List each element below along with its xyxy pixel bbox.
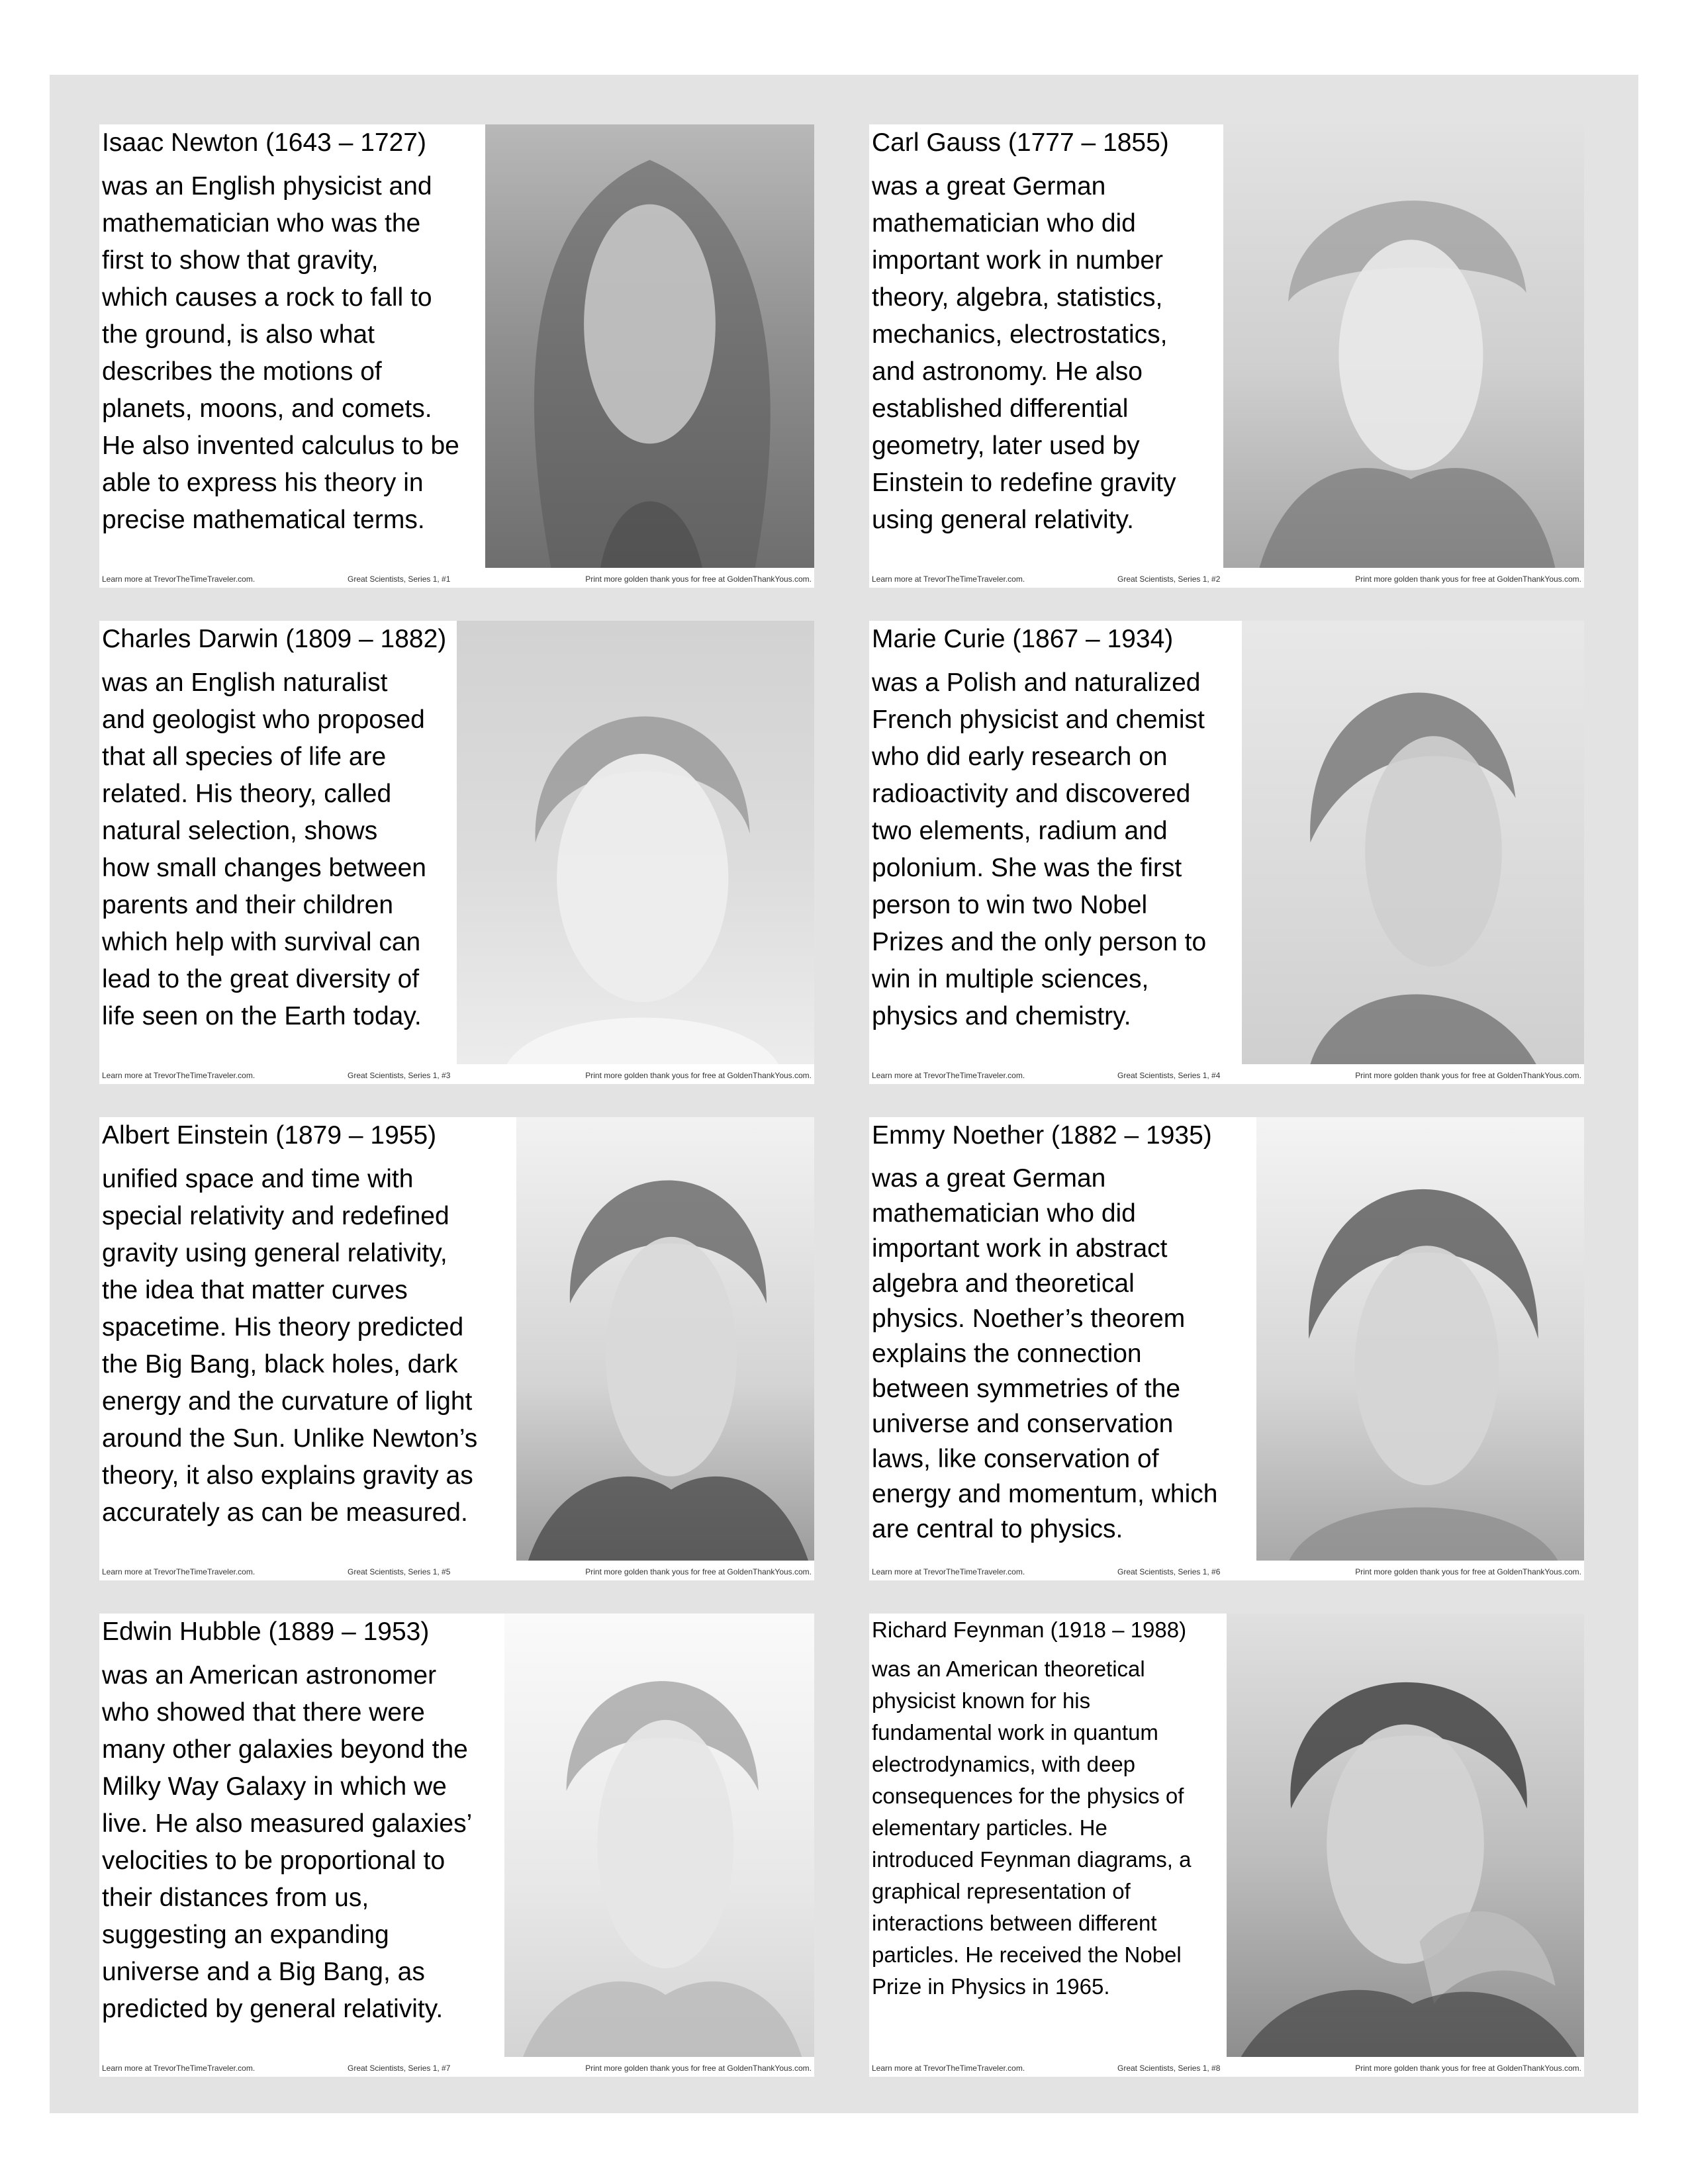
description-line: natural selection, shows [102,817,378,845]
description-line: energy and momentum, which [872,1480,1218,1508]
description-line: Prize in Physics in 1965. [872,1974,1110,1999]
description-line: person to win two Nobel [872,891,1148,919]
description-line: energy and the curvature of light [102,1387,473,1416]
description-line: related. His theory, called [102,780,392,808]
description-line: mathematician who did [872,209,1136,238]
card-description [872,1653,1191,2003]
description-line: two elements, radium and [872,817,1168,845]
portrait-hubble-icon [504,1614,814,2057]
footer-learn-more: Learn more at TrevorTheTimeTraveler.com. [102,1567,256,1576]
description-line: precise mathematical terms. [102,506,425,534]
description-line: graphical representation of [872,1879,1131,1903]
card-footer [869,1067,1584,1084]
footer-series: Great Scientists, Series 1, #2 [1117,574,1221,584]
description-line: special relativity and redefined [102,1202,449,1230]
card-einstein [99,1117,814,1580]
description-line: elementary particles. He [872,1815,1107,1840]
description-line: algebra and theoretical [872,1269,1135,1298]
card-text [102,124,459,539]
footer-series: Great Scientists, Series 1, #5 [348,1567,451,1576]
card-text [872,1117,1217,1547]
description-line: interactions between different [872,1911,1157,1935]
description-line: was a great German [872,172,1106,201]
description-line: laws, like conservation of [872,1445,1159,1473]
card-description [872,664,1206,1035]
portrait-einstein-icon [516,1117,814,1561]
card-darwin [99,621,814,1084]
description-line: physics and chemistry. [872,1002,1131,1030]
description-line: suggesting an expanding [102,1921,389,1949]
portrait-curie-icon [1242,621,1584,1064]
card-noether [869,1117,1584,1580]
description-line: life seen on the Earth today. [102,1002,422,1030]
description-line: particles. He received the Nobel [872,1942,1182,1967]
description-line: velocities to be proportional to [102,1846,445,1875]
portrait-feynman-icon [1227,1614,1584,2057]
card-text [872,124,1176,539]
description-line: electrodynamics, with deep [872,1752,1136,1776]
description-line: gravity using general relativity, [102,1239,447,1267]
footer-print-more: Print more golden thank yous for free at GoldenThankYous.com. [585,2064,812,2073]
footer-series: Great Scientists, Series 1, #1 [348,574,451,584]
portrait-darwin-icon [457,621,814,1064]
description-line: was an American theoretical [872,1657,1145,1681]
description-line: He also invented calculus to be [102,432,459,460]
description-line: unified space and time with [102,1165,414,1193]
description-line: Einstein to redefine gravity [872,469,1176,497]
description-line: using general relativity. [872,506,1134,534]
description-line: fundamental work in quantum [872,1720,1158,1745]
description-line: predicted by general relativity. [102,1995,444,2023]
card-hubble [99,1614,814,2077]
footer-print-more: Print more golden thank yous for free at GoldenThankYous.com. [1355,2064,1581,2073]
description-line: French physicist and chemist [872,705,1205,734]
card-gauss [869,124,1584,588]
portrait-newton-icon [485,124,814,568]
description-line: mechanics, electrostatics, [872,320,1168,349]
footer-print-more: Print more golden thank yous for free at GoldenThankYous.com. [1355,1567,1581,1576]
card-title: Albert Einstein (1879 – 1955) [102,1121,437,1150]
description-line: planets, moons, and comets. [102,394,432,423]
card-title: Carl Gauss (1777 – 1855) [872,128,1169,157]
footer-learn-more: Learn more at TrevorTheTimeTraveler.com. [872,1071,1025,1080]
card-footer [869,2060,1584,2077]
description-line: their distances from us, [102,1884,369,1912]
card-description [102,1657,472,2028]
card-description [102,168,459,539]
card-description [102,1161,477,1531]
description-line: how small changes between [102,854,426,882]
card-text [872,621,1206,1035]
card-footer [869,570,1584,588]
description-line: many other galaxies beyond the [102,1735,468,1764]
footer-print-more: Print more golden thank yous for free at GoldenThankYous.com. [1355,574,1581,584]
description-line: was a Polish and naturalized [872,668,1201,697]
description-line: lead to the great diversity of [102,965,420,993]
description-line: polonium. She was the first [872,854,1182,882]
description-line: established differential [872,394,1129,423]
card-description [872,168,1176,539]
footer-series: Great Scientists, Series 1, #8 [1117,2064,1221,2073]
description-line: first to show that gravity, [102,246,379,275]
description-line: introduced Feynman diagrams, a [872,1847,1192,1872]
description-line: was an English physicist and [102,172,432,201]
description-line: are central to physics. [872,1515,1123,1543]
description-line: around the Sun. Unlike Newton’s [102,1424,478,1453]
description-line: physicist known for his [872,1688,1091,1713]
description-line: and geologist who proposed [102,705,425,734]
footer-learn-more: Learn more at TrevorTheTimeTraveler.com. [872,574,1025,584]
card-feynman [869,1614,1584,2077]
description-line: explains the connection [872,1340,1142,1368]
card-footer [99,1563,814,1580]
footer-learn-more: Learn more at TrevorTheTimeTraveler.com. [102,1071,256,1080]
description-line: live. He also measured galaxies’ [102,1809,473,1838]
portrait-gauss-icon [1223,124,1584,568]
footer-learn-more: Learn more at TrevorTheTimeTraveler.com. [872,1567,1025,1576]
card-title: Isaac Newton (1643 – 1727) [102,128,426,157]
card-footer [99,2060,814,2077]
card-text [102,1117,477,1531]
footer-series: Great Scientists, Series 1, #4 [1117,1071,1221,1080]
description-line: Prizes and the only person to [872,928,1207,956]
description-line: mathematician who was the [102,209,421,238]
card-title: Edwin Hubble (1889 – 1953) [102,1617,430,1646]
description-line: able to express his theory in [102,469,424,497]
description-line: between symmetries of the [872,1375,1181,1403]
footer-learn-more: Learn more at TrevorTheTimeTraveler.com. [872,2064,1025,2073]
card-footer [869,1563,1584,1580]
card-title: Marie Curie (1867 – 1934) [872,625,1174,653]
description-line: universe and conservation [872,1410,1174,1438]
description-line: accurately as can be measured. [102,1498,468,1527]
description-line: and astronomy. He also [872,357,1143,386]
description-line: which causes a rock to fall to [102,283,432,312]
card-text [872,1614,1191,2003]
description-line: who did early research on [872,743,1168,771]
description-line: spacetime. His theory predicted [102,1313,464,1342]
description-line: geometry, later used by [872,432,1140,460]
card-text [102,621,446,1035]
description-line: describes the motions of [102,357,382,386]
footer-series: Great Scientists, Series 1, #7 [348,2064,451,2073]
footer-print-more: Print more golden thank yous for free at GoldenThankYous.com. [585,574,812,584]
description-line: universe and a Big Bang, as [102,1958,425,1986]
description-line: the idea that matter curves [102,1276,408,1304]
card-description [872,1161,1217,1547]
description-line: Milky Way Galaxy in which we [102,1772,447,1801]
card-text [102,1614,472,2028]
description-line: theory, algebra, statistics, [872,283,1163,312]
card-newton [99,124,814,588]
footer-print-more: Print more golden thank yous for free at GoldenThankYous.com. [585,1071,812,1080]
description-line: important work in number [872,246,1164,275]
description-line: important work in abstract [872,1234,1168,1263]
card-title: Emmy Noether (1882 – 1935) [872,1121,1212,1150]
description-line: win in multiple sciences, [872,965,1149,993]
footer-learn-more: Learn more at TrevorTheTimeTraveler.com. [102,2064,256,2073]
card-footer [99,570,814,588]
description-line: the ground, is also what [102,320,375,349]
footer-series: Great Scientists, Series 1, #3 [348,1071,451,1080]
description-line: consequences for the physics of [872,1784,1184,1808]
description-line: that all species of life are [102,743,387,771]
description-line: mathematician who did [872,1199,1136,1228]
description-line: was a great German [872,1164,1106,1193]
card-title: Richard Feynman (1918 – 1988) [872,1617,1187,1642]
card-title: Charles Darwin (1809 – 1882) [102,625,447,653]
footer-print-more: Print more golden thank yous for free at GoldenThankYous.com. [1355,1071,1581,1080]
card-footer [99,1067,814,1084]
description-line: was an American astronomer [102,1661,437,1690]
description-line: which help with survival can [102,928,421,956]
footer-learn-more: Learn more at TrevorTheTimeTraveler.com. [102,574,256,584]
card-description [102,664,446,1035]
portrait-noether-icon [1256,1117,1584,1561]
description-line: parents and their children [102,891,394,919]
footer-print-more: Print more golden thank yous for free at GoldenThankYous.com. [585,1567,812,1576]
description-line: radioactivity and discovered [872,780,1191,808]
description-line: theory, it also explains gravity as [102,1461,473,1490]
footer-series: Great Scientists, Series 1, #6 [1117,1567,1221,1576]
description-line: who showed that there were [102,1698,425,1727]
card-curie [869,621,1584,1084]
description-line: the Big Bang, black holes, dark [102,1350,458,1379]
description-line: was an English naturalist [102,668,388,697]
description-line: physics. Noether’s theorem [872,1304,1186,1333]
